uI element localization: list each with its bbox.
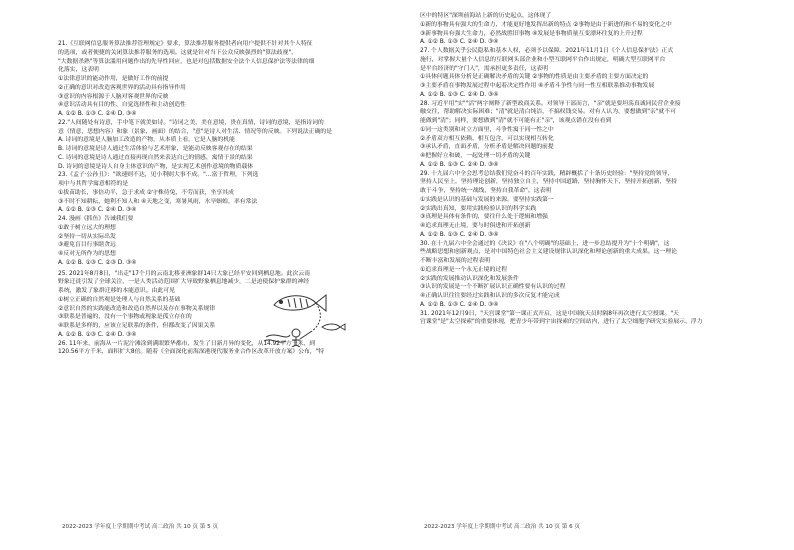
text-line: 不断丰富和发展的过程表明 xyxy=(420,258,491,264)
text-line: ③不时不知耕耘，她利不知人和 ④天地之变，寒暑风雨，水旱螟蝗，率有常法 xyxy=(58,198,258,205)
text-line: ④正确认识往往要经过实践和认识的多次反复才能完成 xyxy=(420,293,560,299)
text-line: B. 诗词的意境是诗人通过生活体验与艺术形象，是能动反映客观存在的结果 xyxy=(58,146,253,152)
text-line: 26. 11年来，前海从一片泥泞滩涂到满眼繁华都市，发生了日新月异的变化，从14.92平方千米，到 xyxy=(58,340,315,347)
text-line: ①树立正确的自然观是处理人与自然关系的基础 xyxy=(58,296,181,303)
text-line: 坚持人民至上，坚持理论创新，坚持独立自主，坚持中国道路，坚持胸怀天下，坚持开拓创新，坚持 xyxy=(420,179,677,186)
text-line: 项中与其哲学寓意相符的是 xyxy=(58,181,129,187)
text-line: 120.56平方千米，面积扩大8倍。随着《全面深化前海深港现代服务业合作区改革开放方案》公布，"特 xyxy=(58,349,325,356)
text-line: 敢于斗争，坚持统一战线，坚持自我革命"。这表明 xyxy=(420,188,552,194)
text-line: ③认识的发展是一个不断扩展认识正确性要有认识的过程 xyxy=(420,284,566,291)
text-line: 21.《互联网信息服务算法推荐管理规定》要求，算法推荐服务提供者向用户提供不针对其个人特征 xyxy=(58,41,313,47)
text-line: ①具体问题具体分析是正确解决矛盾的关键 ②事物的性质是由主要矛盾的主要方面决定的 xyxy=(420,74,649,81)
text-line: ④反对无所作为的思想 xyxy=(58,251,116,257)
text-line: 区中的特区"深圳前海站上新的历史起点，这体现了 xyxy=(420,13,552,19)
text-line: ②坚持一切从实际出发 xyxy=(58,233,116,240)
text-line: ④意识活动具有目的性、自觉选择性和主动创造性 xyxy=(58,102,186,109)
text-line: ③意识的内容根源于人脑对客观世界的反映 xyxy=(58,93,169,100)
text-line: ③避免盲目行事瞎贪远 xyxy=(58,242,116,249)
left-page-footer: 2022-2023 学年度上学期期中考试 高二政治 共 10 页 第 5 页 xyxy=(62,524,219,530)
left-page-column xyxy=(58,40,410,357)
small-fish-icon xyxy=(322,324,345,330)
text-line: ③承认矛盾，直面矛盾，分析矛盾是解决问题的前提 xyxy=(420,144,554,151)
right-page-column xyxy=(420,12,772,327)
text-line: A. ①② B. ①③ C. ②④ D. ③④ xyxy=(420,39,499,46)
text-line: A. ①② B. ①③ C. ②④ D. ③④ xyxy=(58,111,137,117)
angler-figure xyxy=(264,329,312,347)
text-line: ③联系是普遍的，没有一个事物或现象是孤立存在的 xyxy=(58,314,192,321)
text-line: ①拔苗助长，事倍功半，急于求成 ②守株待兔，不劳而获，坐享其成 xyxy=(58,189,234,196)
text-line: 意（情意，思想内容）和象（景象，画面）的结合，"意"是诗人对生活、情况等的反映。下列说法正确的是 xyxy=(58,128,332,135)
right-page-footer: 2022-2023 学年度上学期期中考试 高二政治 共 10 页 第 6 页 xyxy=(424,524,581,530)
text-line: 是平台经济的"守门人"，需承担更多责任，这表明 xyxy=(420,65,548,72)
fishing-cartoon xyxy=(256,289,348,347)
text-line: ①同一这类别和对立方面里，斗争性寓于同一性之中 xyxy=(420,126,554,133)
text-line: ①敢于树立远大的理想 xyxy=(58,224,116,231)
text-line: A. ①② B. ①③ C. ②④ D. ③④ xyxy=(420,301,499,308)
text-line: A. 诗词的意境是人脑加工改造的产物，从本质上看，它是人脑的机能 xyxy=(58,137,235,144)
text-line: ②矛盾双方相互依赖、相互包含，可以实现相互转化 xyxy=(420,135,554,142)
text-line: 31. 2021年12月9日，"天宫课堂"第一课正式开启，这是中国航天员时隔8年再次进行太空授课。"天 xyxy=(420,310,679,317)
text-line: A. ①② B. ①③ C. ②④ D. ③④ xyxy=(58,331,137,338)
fish-icon xyxy=(274,295,326,331)
text-line: ①实践是认识的基础与发展的来源，要坚持实践第一 xyxy=(420,196,554,203)
text-line: ②意识自然的实践能改造和改造自然界以及存在事物关系规律 xyxy=(58,305,216,312)
text-line: 23.《孟子·公孙丑》："欲速则不达，见小利则大事不成。"…富于哲理，下列选 xyxy=(58,172,259,179)
text-line: ③新事物具有强大生命力，必然战胜旧事物 ④发展是事物质量互变漂环往复的上升过程 xyxy=(420,30,643,37)
text-line: D. 诗词的意境是诗人自身主体意识的产物，是实现艺术创作意境的物质载体 xyxy=(58,163,254,170)
text-line: 30. 在十九届六中全会通过的《决议》在"八个明确"的基础上，进一步总结提升为"十个明确"，这 xyxy=(420,240,670,247)
text-line: C. 诗词的意境是诗人通过直接再现自然来表达自己的情感，寓情于景的结果 xyxy=(58,154,253,161)
text-line: 29. 十九届六中全会思考总结我们党奋斗的百年实践，精辟概括了十条历史经验："坚持党的领导， xyxy=(420,170,674,177)
text-line: A. ①② B. ①③ C. ②④ D. ③④ xyxy=(58,207,137,214)
text-line: 25. 2021年8月8日，"出走"17个月的云南北移亚洲象群14只大象已经平安回到栖息地。此次云南 xyxy=(58,270,310,277)
text-line: 化落实，这表明 xyxy=(58,67,99,74)
text-line: ④把握好立和破，一起处理一切矛盾的关键 xyxy=(420,153,531,159)
text-line: ④联系是多样的，应该立足联系的条件，但都改变了因果关系 xyxy=(58,323,216,329)
text-line: "大数据杀熟"等算法滥用问题作出的先导性回应，也是对包括数据安全法个人信息保护法等法律的细 xyxy=(58,58,315,65)
text-line: ②实践出真知，要用实践检验认识的科学实践 xyxy=(420,205,537,212)
text-line: A. ①② B. ①③ C. ②④ D. ③④ xyxy=(420,161,499,168)
text-line: 24. 漫画《抓鱼》告诫我们要 xyxy=(58,216,134,222)
text-line: A. ①② B. ①③ C. ②③ D. ③④ xyxy=(58,259,137,266)
text-line: 22."人间随处有诗意，手中笔下就美如诗。"诗词之美，美在意境，贵在真情，诗词的意境，是指诗词的 xyxy=(58,119,324,126)
text-line: ①追求真理是一个永无止境的过程 xyxy=(420,266,507,273)
text-line: 宫课堂"是"太空探索"的重要体现，把青少年带到宇宙探索的空间站内，进行了太空细胞学研究实验展示、浮力 xyxy=(420,319,703,326)
text-line: ④追求真理无止境，要与时俱进和开拓创新 xyxy=(420,223,531,229)
text-line: 野象迁徙引发了全球关注，一是人类活动范围扩大导致野象栖息地减少，二是迫使保护象群的神经 xyxy=(58,279,310,286)
text-line: 触交往，帮助解决实际困难；"清"就是清白纯洁，不搞权钱交易。对有人认为，要想做到"亲"就不可 xyxy=(420,109,676,116)
text-line: 能做到"清"；同样，要想做到"清"就不可能有正"亲"，该观点错在没有看到 xyxy=(420,118,612,124)
text-line: ②实践的发展推动认识深化和发展条件 xyxy=(420,275,519,282)
text-line: A. ①② B. ①③ C. ②④ D. ③④ xyxy=(420,91,499,98)
text-line: ①新的事物具有强大的生命力，才能更好地发挥出新的特点 ②事物是由于新进的和不易的变化之中 xyxy=(420,21,672,28)
text-line: ③真理是具体有条件的，要往什么处于逻辑和增强 xyxy=(420,214,548,221)
text-line: 27. 个人数据关乎公民隐私和基本人权，必须予以保障。2021年11月1日《个人信息保护法》正式 xyxy=(420,48,674,54)
text-line: ③主要矛盾在事物发展过程中起着决定性作用 ④矛盾斗争性与同一性互相联系推动事物发展 xyxy=(420,83,655,89)
text-line: ②正确的意识对改造客观世界的活动具有指导作用 xyxy=(58,84,186,91)
text-line: 的选项，或者便捷的关闭算法推荐服务的选项。这就是针对当下公众反映强烈的"算法歧视"、 xyxy=(58,49,297,56)
text-line: A. ①② B. ①③ C. ②④ D. ③④ xyxy=(420,231,499,238)
text-line: 系统，激发了象群迁移的本能意识。由此可见 xyxy=(58,288,175,294)
text-line: 些战略思想和创新观点，是对中国特色社会主义建设规律认识深化和理论创新的重大成果。这一理论 xyxy=(420,249,677,256)
text-line: 28. 习近平用"实""活"两字阐释了新型政商关系。对领导干部而言，"亲"就是要坦荡真诚同民营企业接 xyxy=(420,100,681,107)
text-line: ①法律意识的能动作用，是做好工作的前提 xyxy=(58,76,169,82)
text-line: 施行，对掌握大量个人信息的互联网头部企业和小型互联网平台作出规定，明确大型互联网平台 xyxy=(420,56,666,63)
